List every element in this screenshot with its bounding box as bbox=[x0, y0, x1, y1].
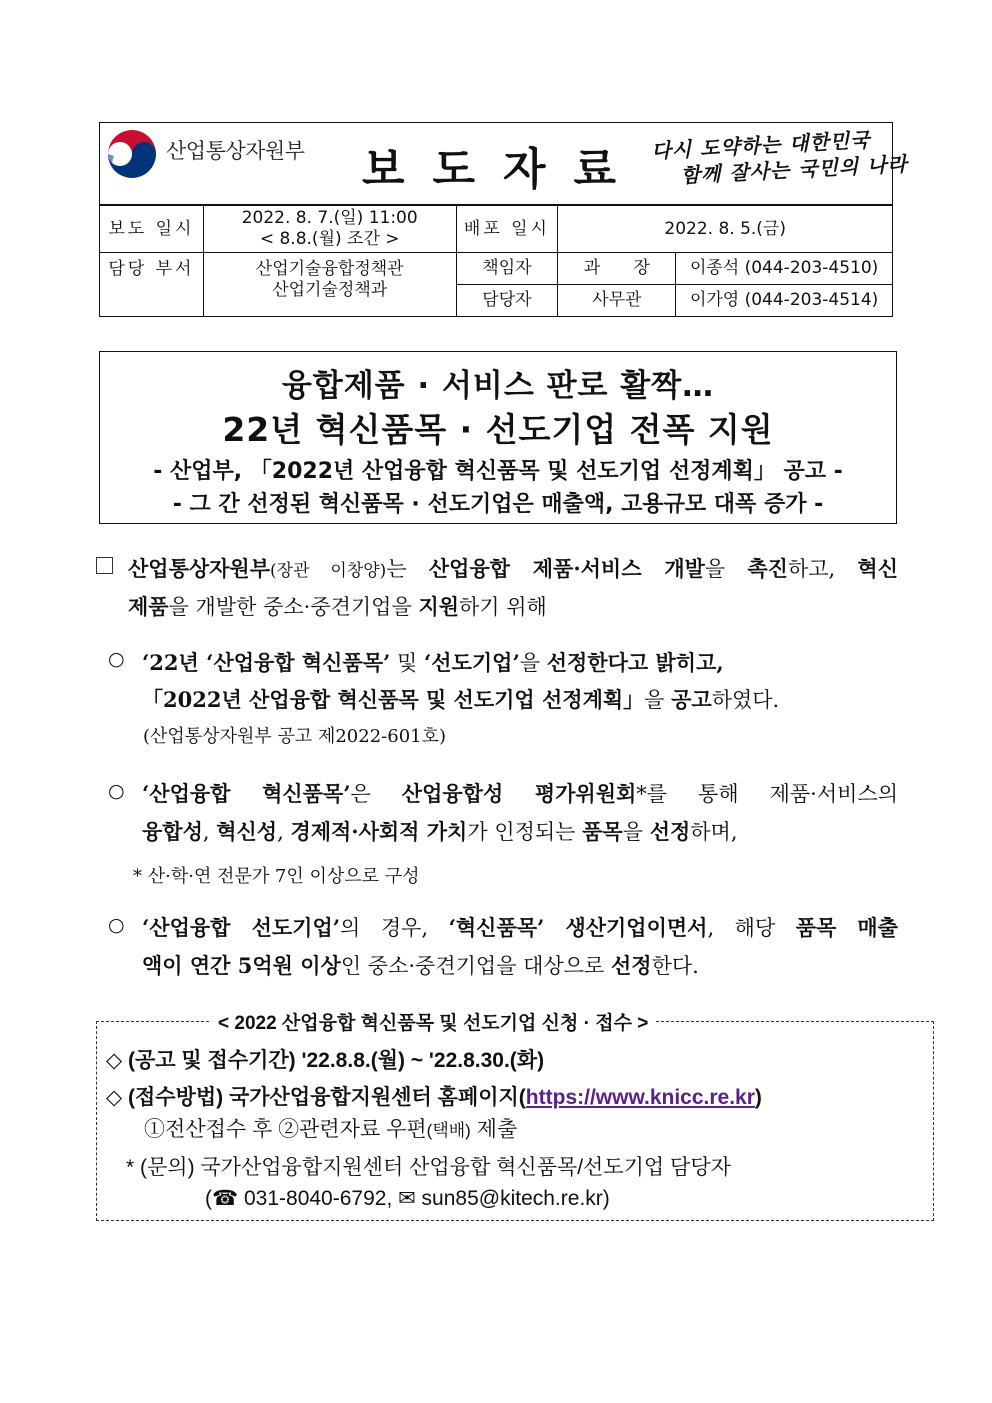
release-edition: < 8.8.(월) 조간 > bbox=[259, 229, 400, 249]
notice-period-line bbox=[106, 1044, 544, 1074]
text-bold: 「2022년 산업융합 혁신품목 및 선도기업 선정계획」 bbox=[142, 687, 645, 712]
text: 및 bbox=[390, 651, 424, 675]
text: 제출 bbox=[470, 1118, 518, 1141]
notice-method-line bbox=[106, 1081, 762, 1111]
text: 가 인정되는 bbox=[467, 820, 583, 844]
text-bold: 선정 bbox=[649, 819, 691, 844]
notice-inquiry-line: * (문의) 국가산업융합지원센터 산업융합 혁신품목/선도기업 담당자 bbox=[126, 1156, 731, 1179]
notice-method: (접수방법) 국가산업융합지원센터 홈페이지( bbox=[128, 1086, 526, 1109]
circle-bullet-icon: ○ bbox=[108, 780, 125, 802]
text: , 해당 bbox=[707, 916, 796, 940]
circle-bullet-icon: ○ bbox=[108, 648, 125, 670]
text-bold: 선정한다고 밝히고, bbox=[546, 650, 724, 675]
headline-line-2: 22년 혁신품목 · 선도기업 전폭 지원 bbox=[222, 410, 774, 449]
circle-bullet-icon: ○ bbox=[108, 914, 125, 936]
release-date-label: 보도 일시 bbox=[100, 206, 204, 253]
slogan-line-2: 함께 잘사는 국민의 나라 bbox=[680, 151, 909, 188]
staff-role: 사무관 bbox=[558, 285, 676, 317]
staff-contact: 이가영 (044-203-4514) bbox=[676, 285, 893, 317]
document-type: 보도자료 bbox=[362, 144, 645, 195]
text-bold: 산업융합성 평가위원회 bbox=[401, 781, 637, 806]
text: 하기 위해 bbox=[459, 595, 547, 619]
manager-label: 책임자 bbox=[456, 253, 558, 285]
diamond-bullet-icon: ◇ bbox=[106, 1049, 123, 1072]
text: 하고, bbox=[787, 557, 858, 581]
text: 인 중소·중견기업을 대상으로 bbox=[340, 954, 611, 978]
notice-period: (공고 및 접수기간) '22.8.8.(월) ~ '22.8.30.(화) bbox=[128, 1049, 545, 1072]
text-bold: 산업융합 제품·서비스 개발 bbox=[428, 556, 705, 581]
release-date-time: 2022. 8. 7.(일) 11:00 bbox=[241, 208, 418, 228]
text: 는 bbox=[386, 557, 429, 581]
subheadline-1: - 산업부, 「2022년 산업융합 혁신품목 및 선도기업 선정계획」 공고 - bbox=[153, 459, 843, 484]
paragraph-2-line-2 bbox=[142, 684, 779, 714]
text: ①전산접수 후 ②관련자료 우편 bbox=[144, 1118, 427, 1141]
department-label: 담당 부서 bbox=[100, 253, 204, 317]
paragraph-3-line-2 bbox=[142, 816, 738, 846]
text: 은 bbox=[350, 782, 402, 806]
text: 을 bbox=[704, 557, 748, 581]
paragraph-4-line-2 bbox=[142, 950, 699, 980]
text: 의 경우, bbox=[340, 916, 449, 940]
department-2: 산업기술정책과 bbox=[272, 280, 388, 300]
diamond-bullet-icon: ◇ bbox=[106, 1086, 123, 1109]
knicc-homepage-link[interactable]: https://www.knicc.re.kr bbox=[525, 1086, 755, 1109]
text-bold: 산업통상자원부 bbox=[128, 556, 271, 581]
distribute-date-value: 2022. 8. 5.(금) bbox=[558, 206, 893, 253]
headline-line-1: 융합제품 · 서비스 판로 활짝… bbox=[281, 368, 715, 404]
subheadline-2: - 그 간 선정된 혁신품목 · 선도기업은 매출액, 고용규모 대폭 증가 - bbox=[172, 492, 824, 517]
text: 을 bbox=[644, 688, 672, 712]
text: 한다. bbox=[651, 954, 699, 978]
text-small: (택배) bbox=[426, 1121, 471, 1140]
manager-contact: 이종석 (044-203-4510) bbox=[676, 253, 893, 285]
paragraph-4-line-1 bbox=[142, 912, 898, 942]
release-date-value bbox=[203, 206, 456, 253]
text-bold: 액이 연간 5억원 이상 bbox=[142, 953, 341, 978]
text-bold: 공고 bbox=[671, 687, 712, 712]
text: 을 bbox=[622, 820, 650, 844]
text-bold: 제품 bbox=[128, 594, 169, 619]
text: 하며, bbox=[690, 820, 738, 844]
government-emblem-icon bbox=[104, 126, 160, 182]
notice-contact-line: (☎ 031-8040-6792, ✉ sun85@kitech.re.kr) bbox=[205, 1187, 610, 1210]
paragraph-1-line-1 bbox=[128, 553, 898, 583]
text-bold: ‘산업융합 혁신품목’ bbox=[142, 781, 351, 806]
text-bold: 혁신성 bbox=[216, 819, 278, 844]
text-bold: 촉진 bbox=[747, 556, 788, 581]
slogan-line-1: 다시 도약하는 대한민국 bbox=[650, 127, 871, 164]
text-bold: 선정 bbox=[610, 953, 652, 978]
text-bold: ‘혁신품목’ 생산기업이면서 bbox=[448, 915, 708, 940]
text-small: (장관 이창양) bbox=[270, 561, 387, 581]
committee-footnote: * 산·학·연 전문가 7인 이상으로 구성 bbox=[133, 866, 420, 887]
notice-title: < 2022 산업융합 혁신품목 및 선도기업 신청 · 접수 > bbox=[210, 1008, 656, 1035]
staff-label: 담당자 bbox=[456, 285, 558, 317]
ministry-name: 산업통상자원부 bbox=[166, 139, 305, 163]
text-bold: 경제적·사회적 가치 bbox=[290, 819, 468, 844]
department-1: 산업기술융합정책관 bbox=[255, 259, 404, 279]
text: , bbox=[277, 820, 291, 844]
text-bold: 혁신 bbox=[857, 556, 898, 581]
manager-role: 과 장 bbox=[558, 253, 676, 285]
checkbox-bullet-icon bbox=[96, 557, 113, 574]
text: 하였다. bbox=[711, 688, 780, 712]
paragraph-2-line-1 bbox=[142, 647, 724, 677]
press-info-table bbox=[99, 205, 893, 317]
text-bold: 지원 bbox=[418, 594, 460, 619]
text-bold: ‘선도기업’ bbox=[424, 650, 520, 675]
announcement-number-note: (산업통상자원부 공고 제2022-601호) bbox=[143, 726, 447, 747]
text-bold: ‘산업융합 선도기업’ bbox=[142, 915, 341, 940]
distribute-date-label: 배포 일시 bbox=[456, 206, 558, 253]
text-bold: 품목 매출 bbox=[795, 915, 898, 940]
text: , bbox=[202, 820, 217, 844]
text: 을 개발한 중소·중견기업을 bbox=[168, 595, 419, 619]
text: *를 통해 제품·서비스의 bbox=[636, 782, 898, 806]
text-bold: 품목 bbox=[582, 819, 623, 844]
notice-submission-line bbox=[144, 1113, 517, 1143]
paragraph-1-line-2 bbox=[128, 591, 547, 621]
department-value bbox=[203, 253, 456, 317]
paragraph-3-line-1 bbox=[142, 778, 898, 808]
text-bold: ) bbox=[754, 1086, 762, 1109]
text: 을 bbox=[519, 651, 547, 675]
text-bold: ‘22년 ‘산업융합 혁신품목’ bbox=[142, 650, 391, 675]
text-bold: 융합성 bbox=[142, 819, 203, 844]
